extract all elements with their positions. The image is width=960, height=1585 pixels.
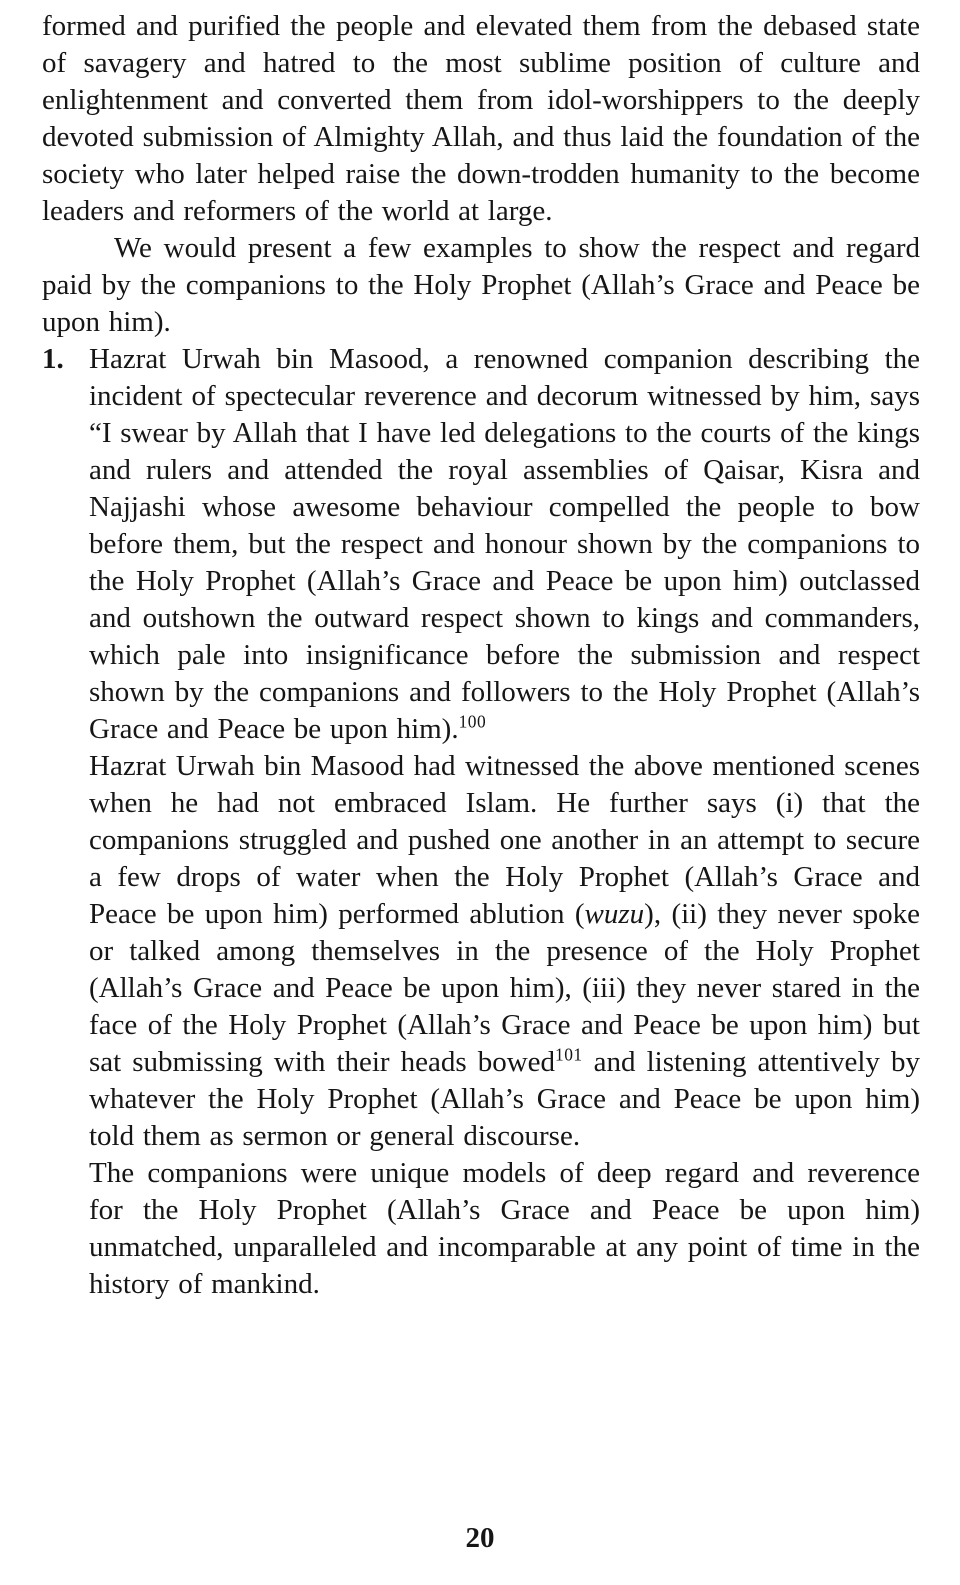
- paragraph-text: Hazrat Urwah bin Masood, a renowned companion describing the incident of spectecular reverence and decorum witnessed by him, says “I swear by Allah that I have led delegations to the courts of the kings and rulers and attended the royal assemblies of Qaisar, Kisra and Najjashi whose awesome behaviour compelled the people to bow before them, but the respect and honour shown by the companions to the Holy Prophet (Allah’s Grace and Peace be upon him) outclassed and outshown the outward respect shown to kings and commanders, which pale into insignificance before the submission and respect shown by the companions and followers to the Holy Prophet (Allah’s Grace and Peace be upon him).: [89, 343, 920, 745]
- page-number: 20: [465, 1522, 495, 1554]
- paragraph-intro: We would present a few examples to show the respect and regard paid by the companions to the Holy Prophet (Allah’s Grace and Peace be upon him).: [42, 232, 920, 338]
- item1-paragraph-c: The companions were unique models of deep regard and reverence for the Holy Prophet (Allah’s Grace and Peace be upon him) unmatched, unparalleled and incomparable at any point of time in the history of mankind.: [89, 1157, 920, 1300]
- numbered-item-1: [42, 341, 920, 1303]
- term-wuzu: wuzu: [584, 898, 645, 930]
- item-number: 1.: [42, 343, 64, 375]
- footnote-ref-101: 101: [555, 1044, 583, 1065]
- item1-paragraph-a: [89, 341, 920, 748]
- item1-paragraph-b: [89, 748, 920, 1155]
- item-body: [89, 341, 920, 1303]
- paragraph-continuation: formed and purified the people and elevated them from the debased state of savagery and hatred to the most sublime position of culture and enlightenment and converted them from idol-worshippers to the deeply devoted submission of Almighty Allah, and thus laid the foundation of the society who later helped raise the down-trodden humanity to the become leaders and reformers of the world at large.: [42, 10, 920, 227]
- paragraph-text: Hazrat Urwah bin Masood had witnessed the above mentioned scenes when he had not embraced Islam. He further says (i) that the companions struggled and pushed one another in an attempt to secure a few drops of water when the Holy Prophet (Allah’s Grace and Peace be upon him) performed ablution (: [89, 750, 920, 930]
- paragraph-text: and listening attentively by whatever the Holy Prophet (Allah’s Grace and Peace be upon him) told them as sermon or general discourse.: [89, 1046, 920, 1152]
- footnote-ref-100: 100: [458, 711, 487, 732]
- paragraph-text: ), (ii) they never spoke or talked among themselves in the presence of the Holy Prophet (Allah’s Grace and Peace be upon him), (iii) they never stared in the face of the Holy Prophet (Allah’s Grace and Peace be upon him) but sat submissing with their heads bowed: [89, 898, 920, 1078]
